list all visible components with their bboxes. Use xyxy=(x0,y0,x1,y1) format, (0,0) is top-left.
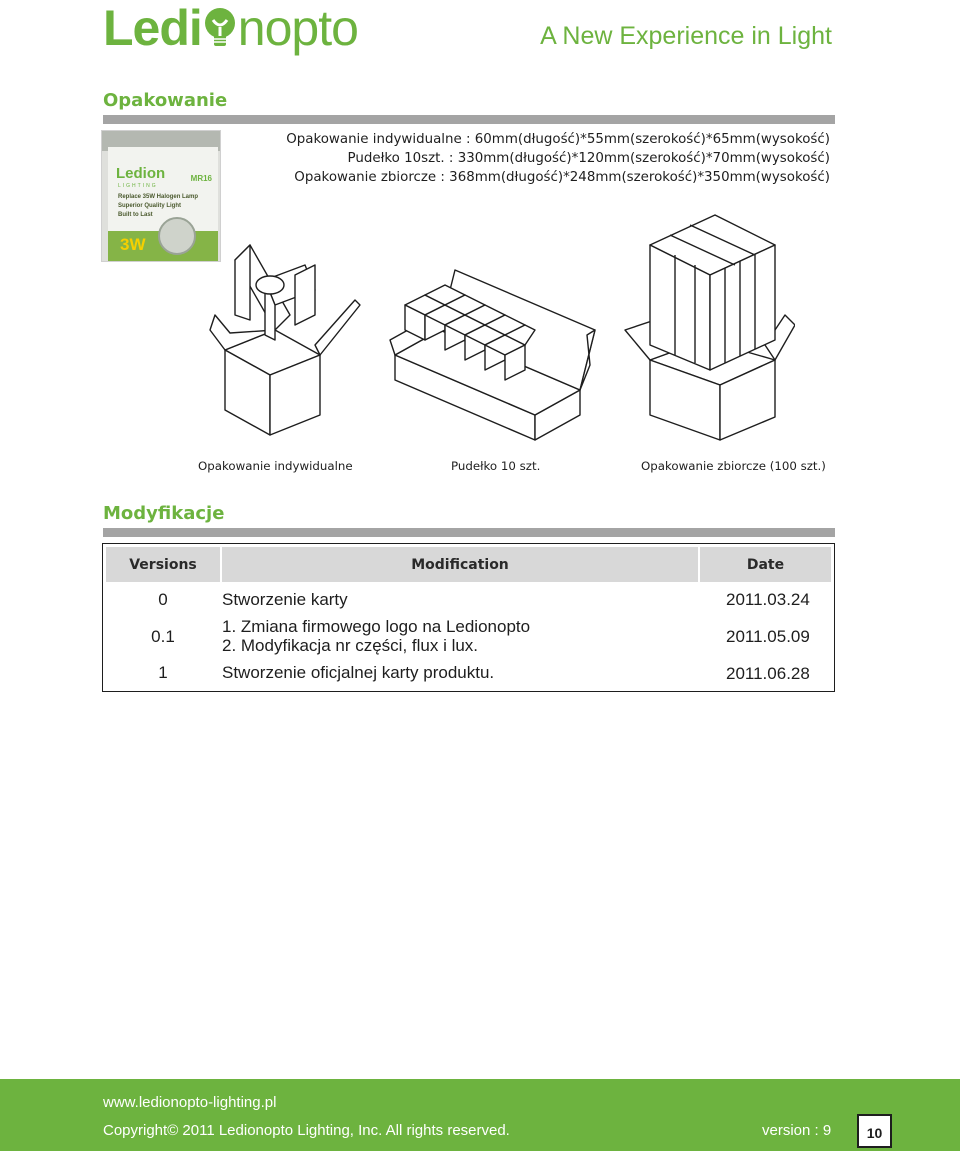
box-brand: Ledion xyxy=(116,165,166,182)
copyright: Copyright© 2011 Ledionopto Lighting, Inc. All rights reserved. xyxy=(103,1122,510,1139)
box-copy xyxy=(118,193,198,220)
row-modification: 2. Modyfikacja nr części, flux i lux. xyxy=(222,636,479,655)
column-header-date: Date xyxy=(700,547,831,582)
column-header-versions: Versions xyxy=(106,547,220,582)
tagline: A New Experience in Light xyxy=(540,22,832,50)
box-wattage: 3W xyxy=(120,235,146,254)
box-brand-sub: LIGHTING xyxy=(118,183,158,189)
row-modification: Stworzenie oficjalnej karty produktu. xyxy=(222,663,495,682)
row-date: 2011.05.09 xyxy=(726,627,810,646)
caption-individual: Opakowanie indywidualne xyxy=(198,459,353,473)
section-title-modifications: Modyfikacje xyxy=(103,503,225,524)
lamp-image xyxy=(158,217,196,255)
spec-line-box10: Pudełko 10szt. : 330mm(długość)*120mm(szerokość)*70mm(wysokość) xyxy=(347,151,830,166)
page-number: 10 xyxy=(857,1114,892,1148)
spec-line-individual: Opakowanie indywidualne : 60mm(długość)*55mm(szerokość)*65mm(wysokość) xyxy=(286,132,830,147)
spec-line-bulk: Opakowanie zbiorcze : 368mm(długość)*248mm(szerokość)*350mm(wysokość) xyxy=(294,170,830,185)
row-date: 2011.03.24 xyxy=(726,590,810,609)
box-copy-line: Replace 35W Halogen Lamp xyxy=(118,194,199,200)
caption-bulk: Opakowanie zbiorcze (100 szt.) xyxy=(641,459,826,473)
column-header-modification: Modification xyxy=(222,547,698,582)
packaging-drawings xyxy=(195,205,795,445)
logo-text-tail: nopto xyxy=(237,0,358,56)
row-version: 0.1 xyxy=(151,627,175,646)
box-copy-line: Built to Last xyxy=(118,212,153,218)
logo-text-lead: Ledi xyxy=(103,0,202,56)
bulk-carton-drawing xyxy=(625,215,795,440)
packaging-dimensions xyxy=(286,130,830,187)
modifications-table xyxy=(102,543,835,692)
section-title-packaging: Opakowanie xyxy=(103,90,228,111)
version-label: version : 9 xyxy=(762,1122,832,1139)
row-version: 0 xyxy=(158,590,168,609)
individual-box-drawing xyxy=(210,245,360,435)
row-date: 2011.06.28 xyxy=(726,664,810,683)
caption-box10: Pudełko 10 szt. xyxy=(451,459,541,473)
lightbulb-icon xyxy=(203,6,237,50)
website-link[interactable]: www.ledionopto-lighting.pl xyxy=(103,1094,277,1111)
box10-drawing xyxy=(390,270,595,440)
box-copy-line: Superior Quality Light xyxy=(118,203,182,209)
row-version: 1 xyxy=(158,663,168,682)
footer xyxy=(0,1079,960,1151)
box-model: MR16 xyxy=(190,174,212,183)
section-divider xyxy=(103,115,835,124)
section-divider xyxy=(103,528,835,537)
row-modification: Stworzenie karty xyxy=(222,590,348,609)
row-modification: 1. Zmiana firmowego logo na Ledionopto xyxy=(222,617,531,636)
company-logo xyxy=(103,2,358,54)
